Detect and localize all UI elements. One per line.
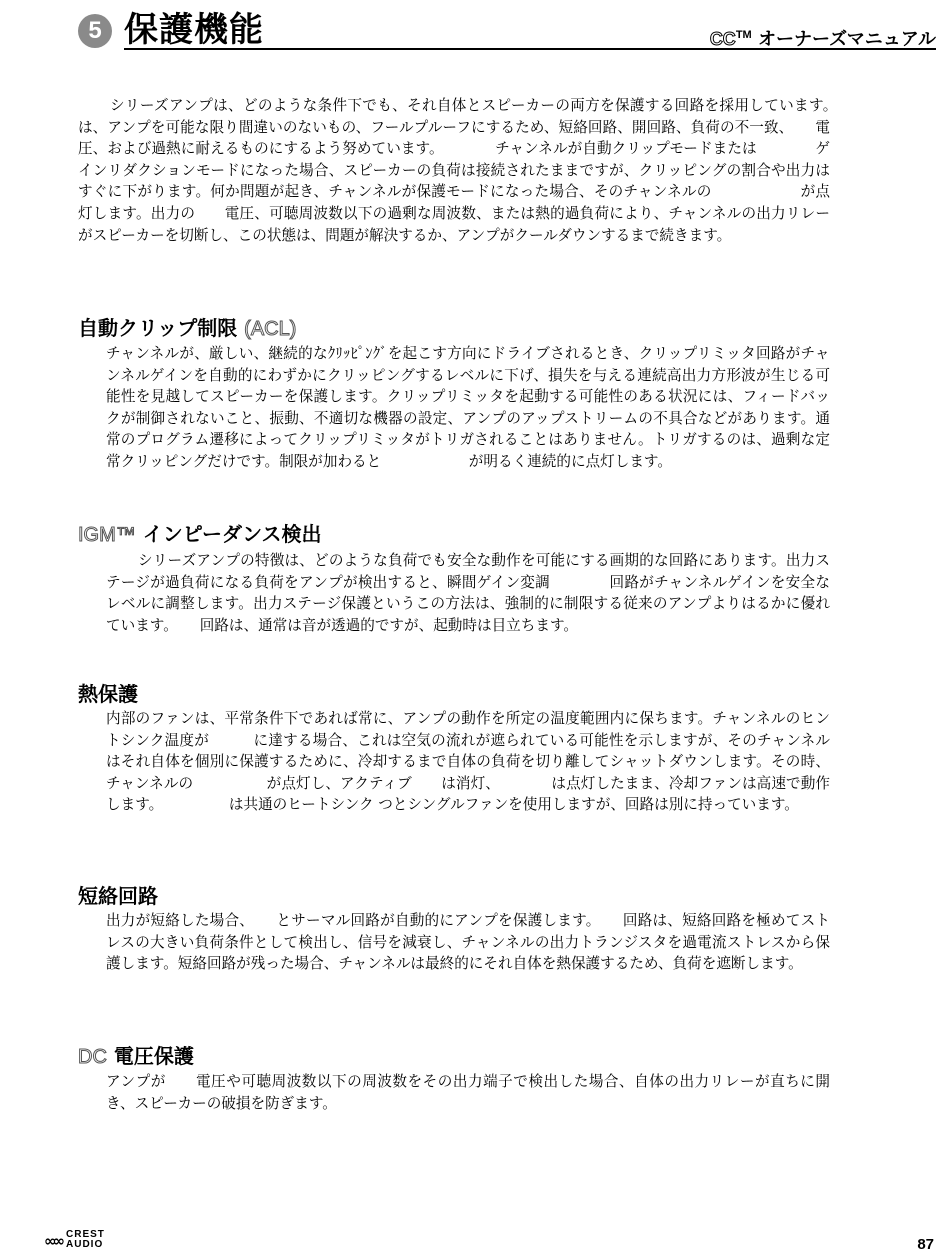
acl-body: チャンネルが、厳しい、継続的なｸﾘｯﾋﾟﾝｸﾞを起こす方向にドライブされるとき、クリップリミッタ回路がチャンネルゲインを自動的にわずかにクリッピングするレベルに下げ、損失を与える連続高出力方形波が生じる可能性を見越してスピーカーを保護します。クリップリミッタを起動する可能性のある状況には、フィードバックが制御されないこと、振動、不適切な機器の設定、アンプのアップストリームの不具合などがあります。通常のプログラム遷移によってクリップリミッタがトリガされることはありません。トリガするのは、過剰な定常クリッピングだけです。制限が加わると が明るく連続的に点灯します。 [106,345,830,470]
igm-prefix: IGM™ [78,524,136,546]
intro-paragraph: シリーズアンプは、どのような条件下でも、それ自体とスピーカーの両方を保護する回路を採用しています。 は、アンプを可能な限り間違いのないもの、フールプルーフにするため、短絡回路、開回路、負荷の不一致、 電圧、および過熱に耐えるものにするよう努めています。 チャンネルが自動クリップモードまたは ゲインリダクションモードになった場合、スピーカーの負荷は接続されたままですが、クリッピングの割合や出力はすぐに下がります。何か問題が起き、チャンネルが保護モードになった場合、そのチャンネルの が点灯します。出力の 電圧、可聴周波数以下の過剰な周波数、または熱的過負荷により、チャンネルの出力リレーがスピーカーを切断し、この状態は、問題が解決するか、アンプがクールダウンするまで続きます。 [78,97,903,244]
manual-trademark: TM [735,29,752,41]
page-number: 87 [917,1236,934,1253]
logo-line-2: AUDIO [66,1239,104,1250]
acl-abbr: (ACL) [244,318,297,340]
thermal-body: 内部のファンは、平常条件下であれば常に、アンプの動作を所定の温度範囲内に保ちます。チャンネルのヒントシンク温度が に達する場合、これは空気の流れが遮られている可能性を示しますが、そのチャンネルはそれ自体を個別に保護するために、冷却するまで自体の負荷を切り離してシャットダウンします。その時、チャンネルの が点灯し、アクティブ は消灯、 は点灯したまま、冷却ファンは高速で動作します。 は共通のヒートシンク つとシングルファンを使用しますが、回路は別に持っています。 [106,710,830,814]
thermal-title: 熱保護 [78,682,138,706]
chapter-title: 保護機能 [124,10,264,50]
manual-brand: CC [709,29,736,49]
logo-mark-icon: ∞∞ [44,1232,61,1250]
section-heading-acl [78,315,296,342]
dc-prefix: DC [78,1046,107,1068]
section-heading-short [78,883,158,909]
acl-title: 自動クリップ制限 [78,316,238,340]
section-heading-thermal [78,681,138,707]
crest-audio-logo [44,1230,134,1252]
chapter-number: 5 [88,17,102,44]
manual-title [710,24,936,51]
igm-body: シリーズアンプの特徴は、どのような負荷でも安全な動作を可能にする画期的な回路にあります。出力ステージが過負荷になる負荷をアンプが検出すると、瞬間ゲイン変調 回路がチャンネルゲインを安全なレベルに調整します。出力ステージ保護というこの方法は、強制的に制限する従来のアンプよりはるかに優れています。 回路は、通常は音が透過的ですが、起動時は目立ちます。 [106,552,830,634]
section-heading-dc [78,1043,194,1070]
page-header [78,10,936,50]
short-body: 出力が短絡した場合、 とサーマル回路が自動的にアンプを保護します。 回路は、短絡回路を極めてストレスの大きい負荷条件として検出し、信号を減衰し、チャンネルの出力トランジスタを過電流ストレスから保護します。短絡回路が残った場合、チャンネルは最終的にそれ自体を熱保護するため、負荷を遮断します。 [106,912,830,973]
chapter-number-badge [78,14,112,48]
igm-title: インピーダンス検出 [142,522,322,546]
dc-title: 電圧保護 [113,1044,194,1068]
manual-title-text: オーナーズマニュアル [751,29,936,50]
section-heading-igm [78,521,322,548]
short-title: 短絡回路 [78,884,158,908]
logo-line-1: CREST [66,1229,105,1240]
logo-text [66,1230,105,1250]
dc-body: アンプが 電圧や可聴周波数以下の周波数をその出力端子で検出した場合、自体の出力リレーが直ちに開き、スピーカーの破損を防ぎます。 [106,1073,830,1112]
